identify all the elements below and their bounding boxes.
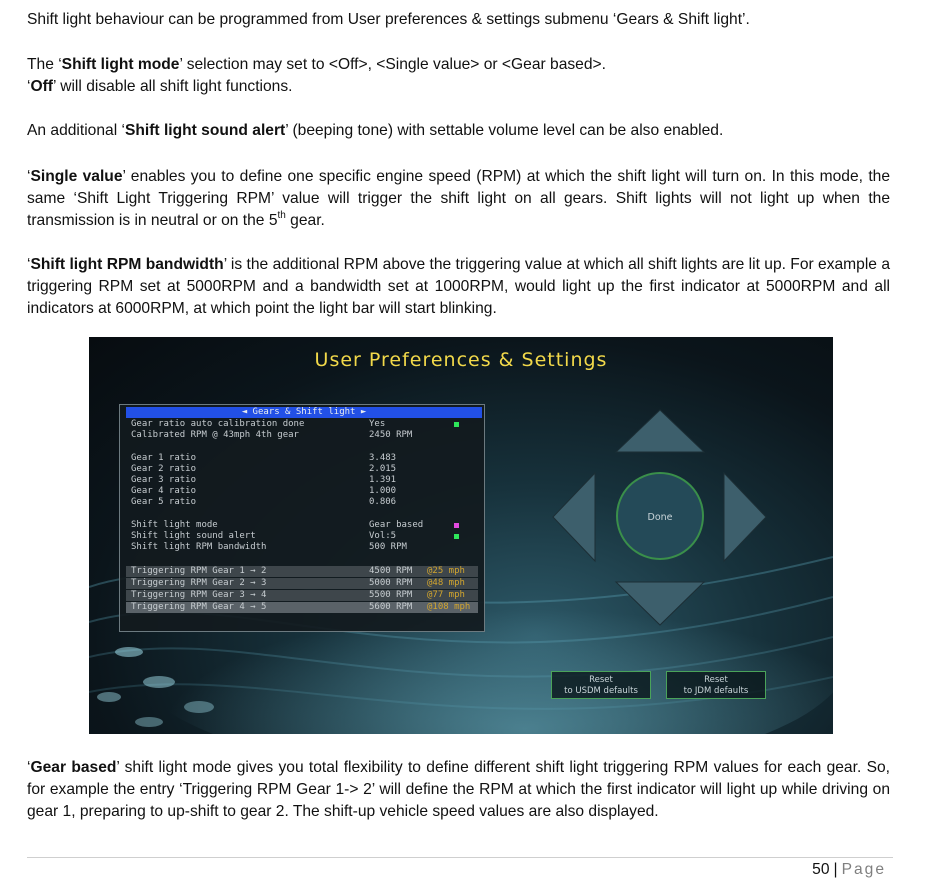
arrow-up-button[interactable]: [616, 410, 704, 452]
page-word: Page: [841, 861, 886, 878]
status-mark-icon: [454, 422, 459, 427]
trigger-row[interactable]: Triggering RPM Gear 3 → 4 5500 RPM @77 mph: [126, 590, 478, 601]
menu-row-sound-alert[interactable]: Shift light sound alert Vol:5: [131, 531, 479, 542]
reset-jdm-button[interactable]: Reset to JDM defaults: [666, 671, 766, 699]
menu-row-shift-light-mode[interactable]: Shift light mode Gear based: [131, 520, 479, 531]
menu-row[interactable]: Gear 1 ratio 3.483: [131, 453, 397, 463]
paragraph-single-value: ‘Single value’ enables you to define one specific engine speed (RPM) at which the shift light will turn on. In this mode, the same ‘Shift Light Triggering RPM’ value will trigger the shift light on all gears. Shift lights will not light up when the transmission is in neutral or on the 5th gear.: [27, 168, 890, 229]
menu-row[interactable]: Gear 5 ratio 0.806: [131, 497, 397, 507]
settings-screenshot: [89, 337, 833, 734]
reset-usdm-button[interactable]: Reset to USDM defaults: [551, 671, 651, 699]
menu-row-bandwidth[interactable]: Shift light RPM bandwidth 500 RPM: [131, 542, 407, 552]
trigger-row[interactable]: Triggering RPM Gear 2 → 3 5000 RPM @48 mph: [126, 578, 478, 589]
page-number: 50: [812, 861, 830, 878]
paragraph-mode: The ‘Shift light mode’ selection may set to <Off>, <Single value> or <Gear based>. ‘Off’ will disable all shift light functions.: [27, 56, 606, 95]
menu-row[interactable]: Gear 3 ratio 1.391: [131, 475, 397, 485]
paragraph-sound-alert: An additional ‘Shift light sound alert’ (beeping tone) with settable volume level can be also enabled.: [27, 122, 724, 139]
paragraph-intro: Shift light behaviour can be programmed from User preferences & settings submenu ‘Gears & Shift light’.: [27, 11, 750, 28]
menu-row[interactable]: Calibrated RPM @ 43mph 4th gear 2450 RPM: [131, 430, 413, 440]
paragraph-bandwidth: ‘Shift light RPM bandwidth’ is the additional RPM above the triggering value at which all shift lights are lit up. For example a triggering RPM set at 5000RPM and a bandwidth set at 1000RPM, would light up the first indicator at 5000RPM and all indicators at 6000RPM, at which point the light bar will start blinking.: [27, 256, 891, 317]
menu-panel: [119, 404, 485, 632]
menu-row[interactable]: Gear 2 ratio 2.015: [131, 464, 397, 474]
screen-title: User Preferences & Settings: [314, 349, 608, 371]
trigger-row-selected[interactable]: Triggering RPM Gear 4 → 5 5600 RPM @108 mph: [126, 602, 478, 613]
menu-row[interactable]: Gear 4 ratio 1.000: [131, 486, 397, 496]
menu-row[interactable]: Gear ratio auto calibration done Yes: [131, 419, 479, 430]
done-label: Done: [647, 512, 673, 523]
page-footer: 50 | Page: [812, 861, 886, 878]
status-mark-icon: [454, 523, 459, 528]
menu-header-gears-shift-light[interactable]: ◄ Gears & Shift light ►: [126, 407, 482, 418]
status-mark-icon: [454, 534, 459, 539]
footer-divider: [27, 857, 893, 858]
arrow-right-button[interactable]: [724, 473, 766, 561]
paragraph-gear-based: ‘Gear based’ shift light mode gives you total flexibility to define different shift light triggering RPM values for each gear. So, for example the entry ‘Triggering RPM Gear 1-> 2’ will define the RPM at which the first indicator will light up while driving on gear 1, preparing to up-shift to gear 2. The shift-up vehicle speed values are also displayed.: [27, 759, 890, 820]
trigger-row[interactable]: Triggering RPM Gear 1 → 2 4500 RPM @25 mph: [126, 566, 478, 577]
